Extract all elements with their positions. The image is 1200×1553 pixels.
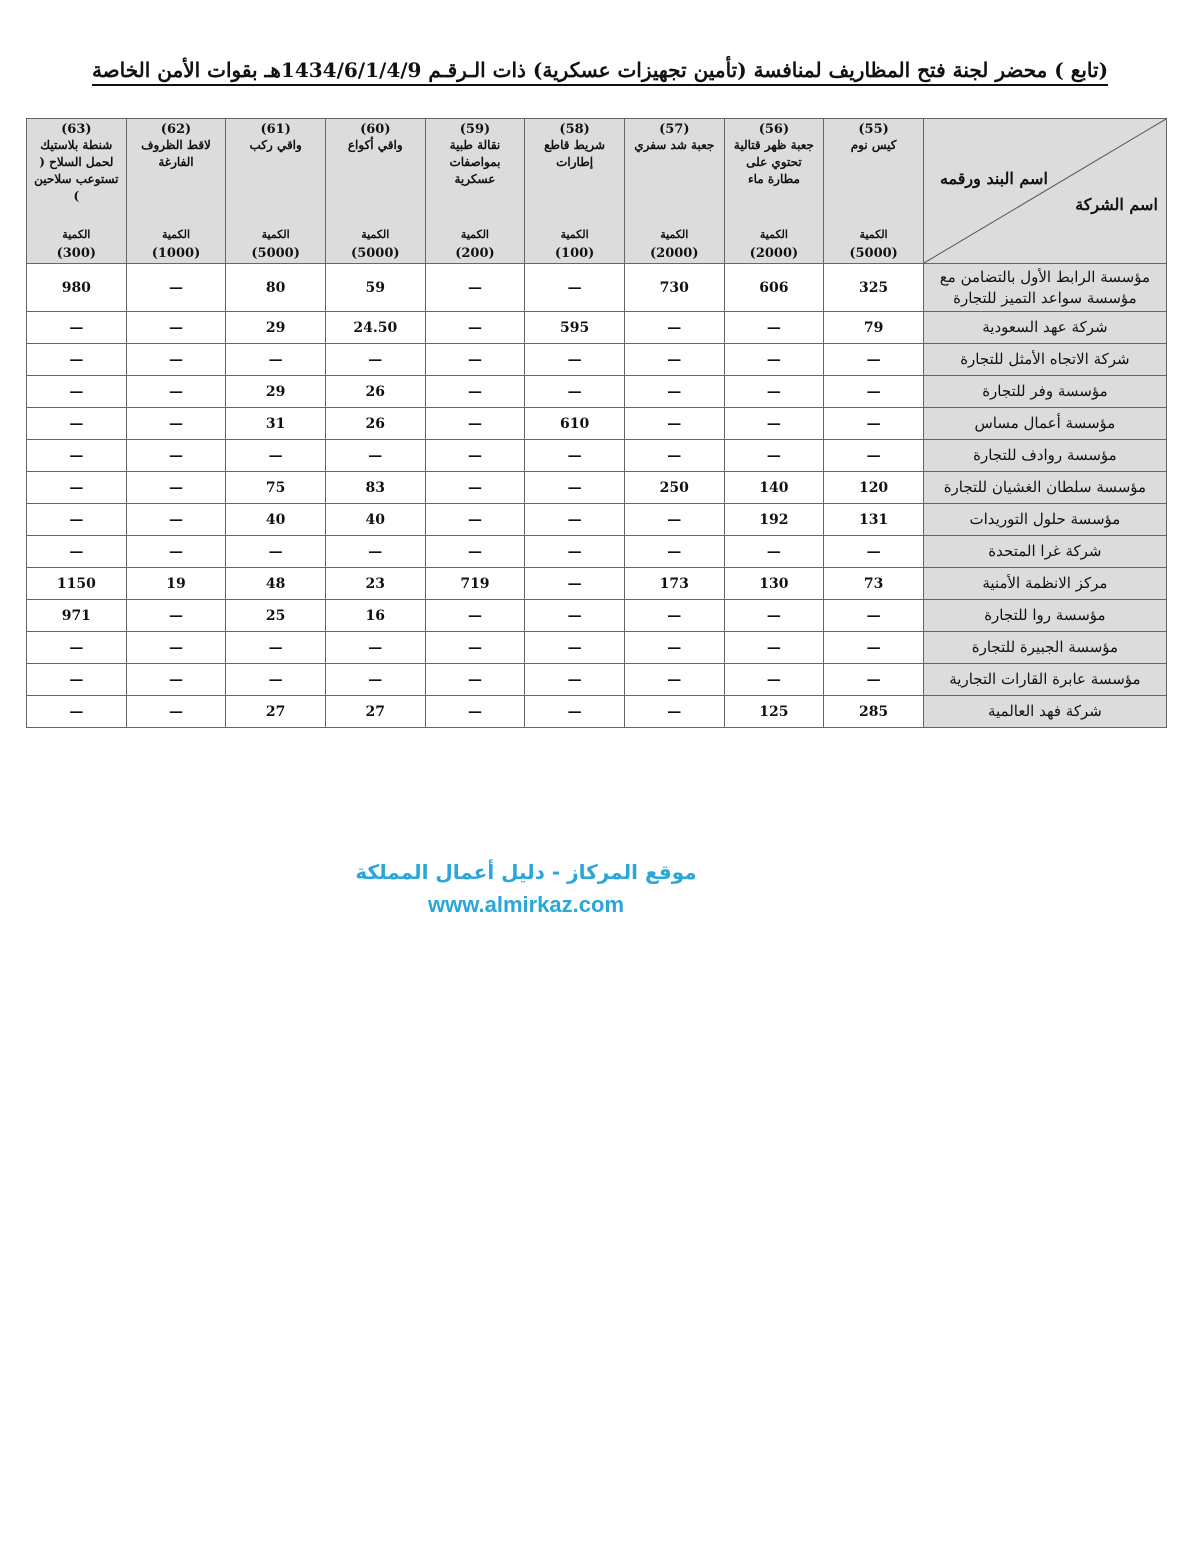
price-cell: 610 [525, 408, 625, 440]
price-cell: — [325, 536, 425, 568]
price-cell: — [525, 264, 625, 312]
price-cell: — [425, 536, 525, 568]
price-cell: 59 [325, 264, 425, 312]
price-cell: — [525, 472, 625, 504]
company-name-cell: مؤسسة الجبيرة للتجارة [923, 632, 1166, 664]
table-row [27, 312, 1167, 344]
price-cell: 140 [724, 472, 824, 504]
item-header-4 [525, 119, 625, 264]
price-cell: — [724, 632, 824, 664]
price-cell: — [425, 408, 525, 440]
price-cell: — [126, 600, 226, 632]
price-cell: 1150 [27, 568, 127, 600]
price-cell: — [226, 664, 326, 696]
item-quantity: (2000) [749, 246, 799, 261]
price-cell: — [624, 696, 724, 728]
price-cell: 730 [624, 264, 724, 312]
price-cell: — [624, 344, 724, 376]
item-name: واقي ركب [249, 138, 302, 152]
price-cell: — [624, 600, 724, 632]
company-name-cell: مؤسسة روادف للتجارة [923, 440, 1166, 472]
quantity-label: الكمية [161, 228, 191, 241]
item-quantity: (1000) [151, 246, 201, 261]
price-cell: — [525, 664, 625, 696]
item-name: شريط قاطع إطارات [544, 138, 606, 169]
table-row [27, 664, 1167, 696]
price-cell: — [525, 568, 625, 600]
company-name-cell: مؤسسة روا للتجارة [923, 600, 1166, 632]
item-header-6 [325, 119, 425, 264]
quantity-label: الكمية [62, 228, 91, 241]
price-cell: 27 [325, 696, 425, 728]
item-header-3 [624, 119, 724, 264]
price-cell: — [27, 440, 127, 472]
price-cell: — [126, 264, 226, 312]
price-cell: 173 [624, 568, 724, 600]
item-name: لاقط الظروف الفارغة [141, 138, 211, 169]
price-cell: 25 [226, 600, 326, 632]
price-cell: — [525, 600, 625, 632]
price-cell: — [126, 376, 226, 408]
table-row [27, 440, 1167, 472]
quantity-label: الكمية [361, 228, 390, 241]
price-cell: — [824, 408, 924, 440]
price-cell: — [525, 440, 625, 472]
company-name-cell: مؤسسة عابرة القارات التجارية [923, 664, 1166, 696]
price-cell: — [824, 536, 924, 568]
price-cell: — [624, 376, 724, 408]
item-number: (59) [459, 122, 491, 137]
price-cell: — [226, 440, 326, 472]
quantity-label: الكمية [759, 228, 788, 241]
price-cell: — [425, 632, 525, 664]
price-cell: 285 [824, 696, 924, 728]
item-header-9 [27, 119, 127, 264]
price-cell: 971 [27, 600, 127, 632]
company-name-cell: شركة غرا المتحدة [923, 536, 1166, 568]
table-row [27, 696, 1167, 728]
price-cell: 26 [325, 376, 425, 408]
price-cell: 606 [724, 264, 824, 312]
item-quantity: (2000) [650, 246, 699, 261]
price-cell: — [27, 632, 127, 664]
price-cell: — [724, 536, 824, 568]
price-cell: 130 [724, 568, 824, 600]
price-cell: — [824, 440, 924, 472]
price-cell: — [425, 504, 525, 536]
price-cell: 73 [824, 568, 924, 600]
price-cell: — [425, 696, 525, 728]
item-name: واقي أكواع [347, 138, 403, 152]
price-cell: — [724, 344, 824, 376]
page-title-text: (تابع ) محضر لجنة فتح المظاريف لمنافسة (تأمين تجهيزات عسكرية) ذات الـرقـم 1434/6/1/4/9هـ بقوات الأمن الخاصة [92, 58, 1108, 86]
price-cell: — [525, 696, 625, 728]
bids-table [26, 118, 1167, 728]
price-cell: 23 [325, 568, 425, 600]
price-cell: 24.50 [325, 312, 425, 344]
company-name-header-label: اسم الشركة [1075, 195, 1158, 214]
table-row [27, 264, 1167, 312]
price-cell: — [724, 376, 824, 408]
price-cell: 48 [226, 568, 326, 600]
price-cell: — [824, 376, 924, 408]
price-cell: — [226, 536, 326, 568]
table-row [27, 408, 1167, 440]
price-cell: 83 [325, 472, 425, 504]
price-cell: — [425, 312, 525, 344]
item-quantity: (5000) [351, 246, 400, 261]
table-row [27, 504, 1167, 536]
company-name-cell: شركة فهد العالمية [923, 696, 1166, 728]
price-cell: 16 [325, 600, 425, 632]
price-cell: 719 [425, 568, 525, 600]
item-name: كيس نوم [850, 138, 897, 152]
price-cell: 40 [226, 504, 326, 536]
price-cell: 26 [325, 408, 425, 440]
price-cell: 80 [226, 264, 326, 312]
table-row [27, 344, 1167, 376]
quantity-label: الكمية [560, 228, 589, 241]
price-cell: — [126, 536, 226, 568]
price-cell: — [27, 472, 127, 504]
item-name: نقالة طبية بمواصفات عسكرية [449, 138, 501, 186]
table-row [27, 632, 1167, 664]
item-quantity: (5000) [251, 246, 300, 261]
price-cell: — [525, 504, 625, 536]
price-cell: — [126, 408, 226, 440]
price-cell: — [27, 408, 127, 440]
price-cell: — [27, 504, 127, 536]
table-body [27, 264, 1167, 728]
item-number: (58) [559, 122, 590, 137]
item-header-1 [824, 119, 924, 264]
price-cell: — [27, 536, 127, 568]
price-cell: — [126, 440, 226, 472]
item-quantity: (200) [455, 246, 495, 261]
price-cell: — [126, 472, 226, 504]
item-name: جعبة شد سفري [634, 138, 715, 152]
price-cell: — [624, 504, 724, 536]
item-header-2 [724, 119, 824, 264]
item-name: شنطة بلاستيك لحمل السلاح ( تستوعب سلاحين ) [34, 138, 119, 203]
price-cell: 125 [724, 696, 824, 728]
item-name-header-label: اسم البند ورقمه [939, 169, 1048, 188]
price-cell: — [724, 664, 824, 696]
price-cell: — [624, 664, 724, 696]
item-header-8 [126, 119, 226, 264]
price-cell: 29 [226, 312, 326, 344]
footer [0, 860, 1052, 918]
price-cell: 131 [824, 504, 924, 536]
price-cell: — [126, 312, 226, 344]
item-number: (60) [360, 122, 391, 137]
price-cell: 75 [226, 472, 326, 504]
header-corner-cell [923, 119, 1166, 264]
price-cell: — [824, 600, 924, 632]
quantity-label: الكمية [859, 228, 888, 241]
price-cell: — [325, 632, 425, 664]
price-cell: 40 [325, 504, 425, 536]
item-number: (55) [858, 122, 889, 137]
item-header-7 [226, 119, 326, 264]
price-cell: — [27, 376, 127, 408]
price-cell: — [425, 440, 525, 472]
quantity-label: الكمية [261, 228, 290, 241]
quantity-label: الكمية [460, 228, 489, 241]
diagonal-divider [924, 119, 1166, 263]
quantity-label: الكمية [660, 228, 689, 241]
price-cell: — [425, 376, 525, 408]
price-cell: — [724, 600, 824, 632]
price-cell: — [27, 664, 127, 696]
table-row [27, 600, 1167, 632]
footer-site-name: موقع المركاز - دليل أعمال المملكة [355, 860, 697, 884]
company-name-cell: شركة عهد السعودية [923, 312, 1166, 344]
company-name-cell: مؤسسة الرابط الأول بالتضامن مع مؤسسة سواعد التميز للتجارة [923, 264, 1166, 312]
price-cell: — [624, 408, 724, 440]
price-cell: 31 [226, 408, 326, 440]
price-cell: — [824, 344, 924, 376]
price-cell: 27 [226, 696, 326, 728]
price-cell: 250 [624, 472, 724, 504]
item-number: (57) [659, 122, 690, 137]
price-cell: — [624, 632, 724, 664]
price-cell: — [27, 312, 127, 344]
price-cell: — [27, 696, 127, 728]
page-title [60, 58, 1140, 82]
price-cell: — [27, 344, 127, 376]
price-cell: 19 [126, 568, 226, 600]
price-cell: — [724, 312, 824, 344]
price-cell: 595 [525, 312, 625, 344]
price-cell: — [325, 440, 425, 472]
price-cell: — [624, 312, 724, 344]
price-cell: — [126, 664, 226, 696]
company-name-cell: مؤسسة حلول التوريدات [923, 504, 1166, 536]
price-cell: — [525, 344, 625, 376]
company-name-cell: مركز الانظمة الأمنية [923, 568, 1166, 600]
price-cell: — [824, 632, 924, 664]
company-name-cell: مؤسسة سلطان الغشيان للتجارة [923, 472, 1166, 504]
price-cell: — [824, 664, 924, 696]
item-number: (61) [260, 122, 291, 137]
footer-url: www.almirkaz.com [427, 892, 625, 917]
price-cell: — [425, 600, 525, 632]
item-number: (62) [160, 122, 192, 137]
price-cell: — [226, 344, 326, 376]
price-cell: 79 [824, 312, 924, 344]
price-cell: — [425, 344, 525, 376]
price-cell: — [425, 264, 525, 312]
price-cell: — [624, 536, 724, 568]
price-cell: 980 [27, 264, 127, 312]
price-cell: — [126, 696, 226, 728]
item-name: جعبة ظهر قتالية تحتوي على مطارة ماء [733, 138, 814, 186]
table-row [27, 472, 1167, 504]
price-cell: 120 [824, 472, 924, 504]
item-quantity: (300) [56, 246, 97, 261]
item-number: (56) [758, 122, 790, 137]
item-quantity: (5000) [849, 246, 898, 261]
price-cell: — [126, 344, 226, 376]
price-cell: — [624, 440, 724, 472]
price-cell: — [325, 344, 425, 376]
price-cell: — [724, 440, 824, 472]
price-cell: — [226, 632, 326, 664]
table-row [27, 376, 1167, 408]
price-cell: 29 [226, 376, 326, 408]
company-name-cell: شركة الاتجاه الأمثل للتجارة [923, 344, 1166, 376]
price-cell: — [525, 632, 625, 664]
price-cell: — [525, 536, 625, 568]
item-quantity: (100) [554, 246, 595, 261]
price-cell: 192 [724, 504, 824, 536]
price-cell: 325 [824, 264, 924, 312]
price-cell: — [325, 664, 425, 696]
item-header-5 [425, 119, 525, 264]
price-cell: — [126, 504, 226, 536]
table-row [27, 568, 1167, 600]
price-cell: — [425, 664, 525, 696]
company-name-cell: مؤسسة وفر للتجارة [923, 376, 1166, 408]
price-cell: — [525, 376, 625, 408]
table-header-row [27, 119, 1167, 264]
price-cell: — [126, 632, 226, 664]
price-cell: — [425, 472, 525, 504]
item-number: (63) [61, 122, 92, 137]
price-cell: — [724, 408, 824, 440]
table-row [27, 536, 1167, 568]
company-name-cell: مؤسسة أعمال مساس [923, 408, 1166, 440]
